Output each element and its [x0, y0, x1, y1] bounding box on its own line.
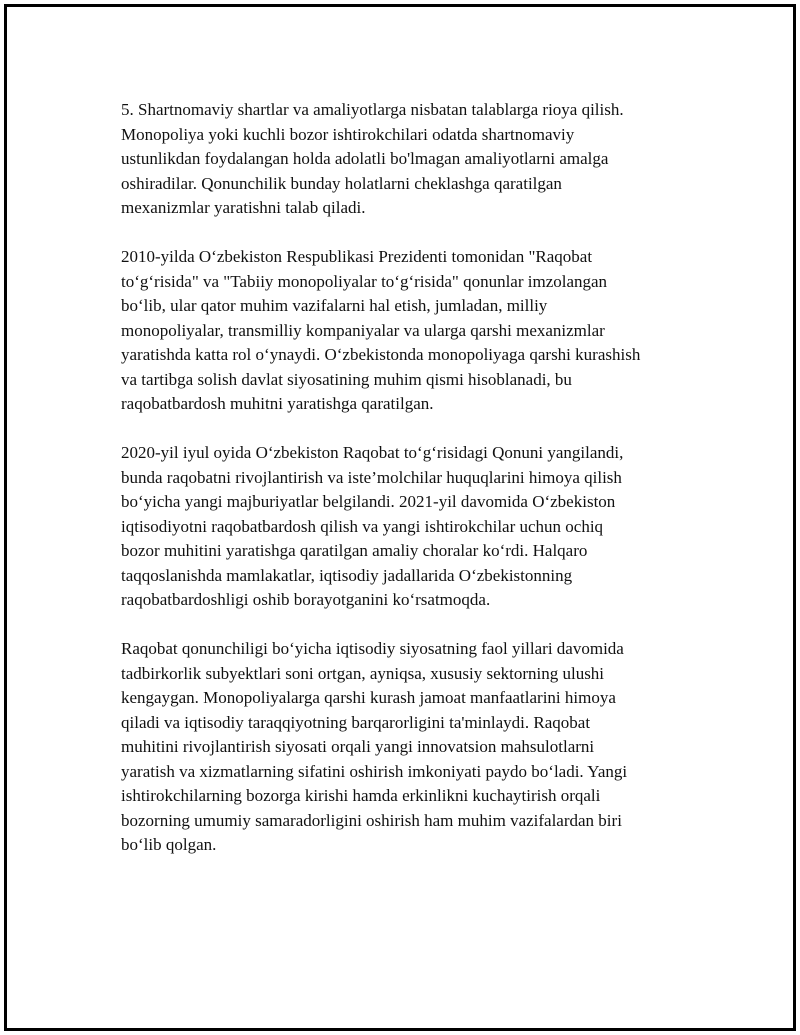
text-line: bo‘lib, ular qator muhim vazifalarni hal etish, jumladan, milliy	[121, 296, 548, 315]
text-line: mexanizmlar yaratishni talab qiladi.	[121, 198, 366, 217]
text-line: Monopoliya yoki kuchli bozor ishtirokchilari odatda shartnomaviy	[121, 124, 575, 144]
text-line: 2010-yilda O‘zbekiston Respublikasi Prezidenti tomonidan "Raqobat	[121, 247, 593, 266]
text-line: bo‘lib qolgan.	[121, 835, 217, 854]
text-line: 5. Shartnomaviy shartlar va amaliyotlarga nisbatan talablarga rioya qilish.	[121, 100, 624, 119]
text-line: kengaygan. Monopoliyalarga qarshi kurash jamoat manfaatlarini himoya	[121, 688, 616, 707]
text-line: ustunlikdan foydalangan holda adolatli bo'lmagan amaliyotlarni amalga	[121, 149, 609, 168]
text-line: bozorning umumiy samaradorligini oshirish ham muhim vazifalardan biri	[121, 810, 622, 830]
text-line: muhitini rivojlantirish siyosati orqali yangi innovatsion mahsulotlarni	[121, 737, 595, 756]
text-line: monopoliyalar, transmilliy kompaniyalar va ularga qarshi mexanizmlar	[121, 320, 605, 340]
paragraph	[121, 98, 701, 221]
text-line: yaratish va xizmatlarning sifatini oshirish imkoniyati paydo bo‘ladi. Yangi	[121, 761, 628, 781]
text-line: qiladi va iqtisodiy taraqqiyotning barqarorligini ta'minlaydi. Raqobat	[121, 712, 591, 732]
paragraph	[121, 245, 701, 417]
paragraph	[121, 441, 701, 613]
document-body	[121, 98, 701, 882]
paragraph	[121, 637, 701, 858]
text-line: va tartibga solish davlat siyosatining muhim qismi hisoblanadi, bu	[121, 369, 572, 389]
text-line: Raqobat qonunchiligi bo‘yicha iqtisodiy siyosatning faol yillari davomida	[121, 639, 624, 658]
text-line: ishtirokchilarning bozorga kirishi hamda erkinlikni kuchaytirish orqali	[121, 786, 601, 805]
text-line: raqobatbardosh muhitni yaratishga qaratilgan.	[121, 394, 434, 413]
text-line: taqqoslanishda mamlakatlar, iqtisodiy jadallarida O‘zbekistonning	[121, 565, 573, 585]
text-line: iqtisodiyotni raqobatbardosh qilish va yangi ishtirokchilar uchun ochiq	[121, 516, 604, 536]
text-line: yaratishda katta rol o‘ynaydi. O‘zbekistonda monopoliyaga qarshi kurashish	[121, 345, 641, 364]
page-border	[4, 4, 796, 1031]
text-line: raqobatbardoshligi oshib borayotganini ko‘rsatmoqda.	[121, 590, 491, 609]
text-line: bunda raqobatni rivojlantirish va iste’molchilar huquqlarini himoya qilish	[121, 467, 622, 487]
text-line: bozor muhitini yaratishga qaratilgan amaliy choralar ko‘rdi. Halqaro	[121, 541, 588, 560]
text-line: oshiradilar. Qonunchilik bunday holatlarni cheklashga qaratilgan	[121, 173, 562, 193]
text-line: bo‘yicha yangi majburiyatlar belgilandi. 2021-yil davomida O‘zbekiston	[121, 492, 616, 511]
text-line: 2020-yil iyul oyida O‘zbekiston Raqobat to‘g‘risidagi Qonuni yangilandi,	[121, 443, 624, 462]
text-line: to‘g‘risida" va "Tabiiy monopoliyalar to‘g‘risida" qonunlar imzolangan	[121, 271, 608, 291]
text-line: tadbirkorlik subyektlari soni ortgan, ayniqsa, xususiy sektorning ulushi	[121, 663, 605, 683]
